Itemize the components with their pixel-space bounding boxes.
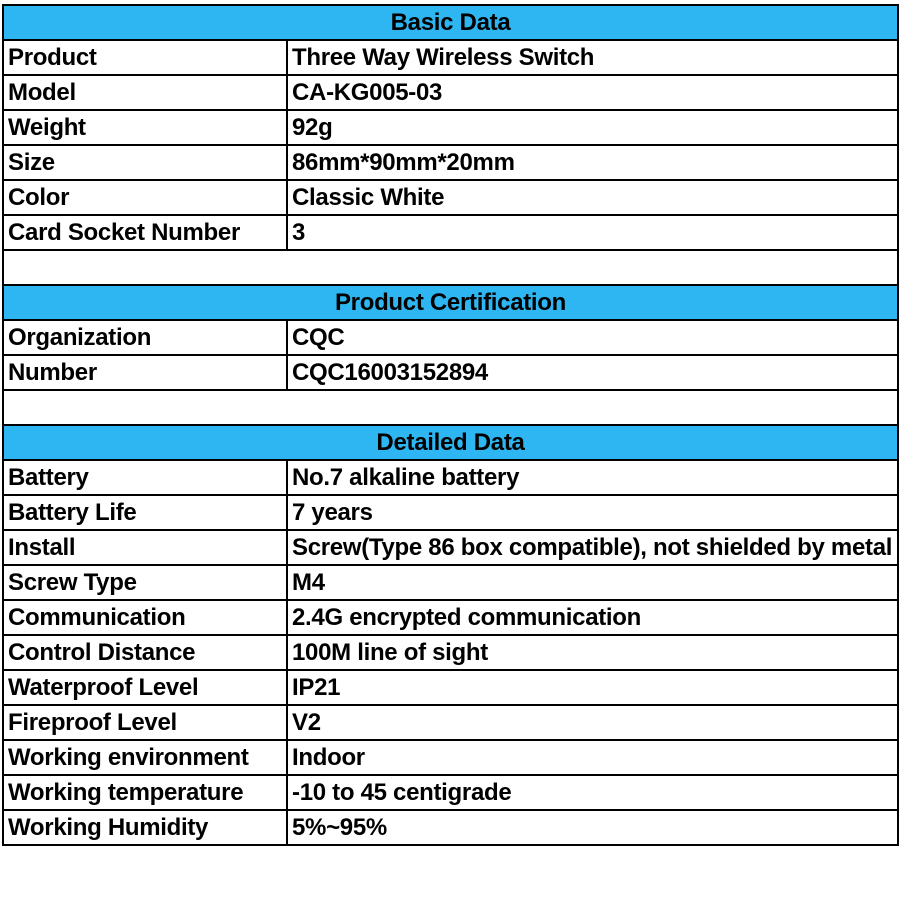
- section-header-product-certification: [3, 285, 898, 320]
- spacer-row: [3, 250, 898, 285]
- table-row: [3, 810, 898, 845]
- table-row: [3, 635, 898, 670]
- section-title: Basic Data: [3, 5, 898, 40]
- row-label: Waterproof Level: [3, 670, 287, 705]
- spacer-row: [3, 390, 898, 425]
- table-row: [3, 740, 898, 775]
- row-label: Number: [3, 355, 287, 390]
- row-label: Working environment: [3, 740, 287, 775]
- table-row: [3, 355, 898, 390]
- row-label: Install: [3, 530, 287, 565]
- row-label: Battery Life: [3, 495, 287, 530]
- table-row: [3, 565, 898, 600]
- table-row: [3, 320, 898, 355]
- row-value: IP21: [287, 670, 898, 705]
- table-row: [3, 215, 898, 250]
- row-value: 5%~95%: [287, 810, 898, 845]
- row-label: Working temperature: [3, 775, 287, 810]
- table-row: [3, 110, 898, 145]
- row-label: Size: [3, 145, 287, 180]
- table-row: [3, 460, 898, 495]
- row-value: 86mm*90mm*20mm: [287, 145, 898, 180]
- row-label: Product: [3, 40, 287, 75]
- row-label: Color: [3, 180, 287, 215]
- row-label: Model: [3, 75, 287, 110]
- table-row: [3, 75, 898, 110]
- row-label: Working Humidity: [3, 810, 287, 845]
- table-row: [3, 670, 898, 705]
- table-row: [3, 40, 898, 75]
- table-row: [3, 145, 898, 180]
- table-row: [3, 600, 898, 635]
- table-row: [3, 495, 898, 530]
- section-header-detailed-data: [3, 425, 898, 460]
- row-value: M4: [287, 565, 898, 600]
- section-title: Detailed Data: [3, 425, 898, 460]
- row-value: 92g: [287, 110, 898, 145]
- row-value: V2: [287, 705, 898, 740]
- row-label: Control Distance: [3, 635, 287, 670]
- row-value: -10 to 45 centigrade: [287, 775, 898, 810]
- section-header-basic-data: [3, 5, 898, 40]
- row-value: Three Way Wireless Switch: [287, 40, 898, 75]
- spacer-cell: [3, 390, 898, 425]
- row-label: Battery: [3, 460, 287, 495]
- spec-table: [2, 4, 899, 846]
- table-row: [3, 530, 898, 565]
- row-value: No.7 alkaline battery: [287, 460, 898, 495]
- table-row: [3, 775, 898, 810]
- row-value: CQC: [287, 320, 898, 355]
- row-value: Indoor: [287, 740, 898, 775]
- row-value: 2.4G encrypted communication: [287, 600, 898, 635]
- row-value: Screw(Type 86 box compatible), not shielded by metal: [287, 530, 898, 565]
- section-title: Product Certification: [3, 285, 898, 320]
- table-row: [3, 180, 898, 215]
- row-label: Organization: [3, 320, 287, 355]
- row-label: Weight: [3, 110, 287, 145]
- table-row: [3, 705, 898, 740]
- row-value: 3: [287, 215, 898, 250]
- row-value: Classic White: [287, 180, 898, 215]
- row-value: 100M line of sight: [287, 635, 898, 670]
- row-label: Card Socket Number: [3, 215, 287, 250]
- row-label: Screw Type: [3, 565, 287, 600]
- row-value: CQC16003152894: [287, 355, 898, 390]
- row-value: CA-KG005-03: [287, 75, 898, 110]
- row-label: Fireproof Level: [3, 705, 287, 740]
- row-value: 7 years: [287, 495, 898, 530]
- spacer-cell: [3, 250, 898, 285]
- row-label: Communication: [3, 600, 287, 635]
